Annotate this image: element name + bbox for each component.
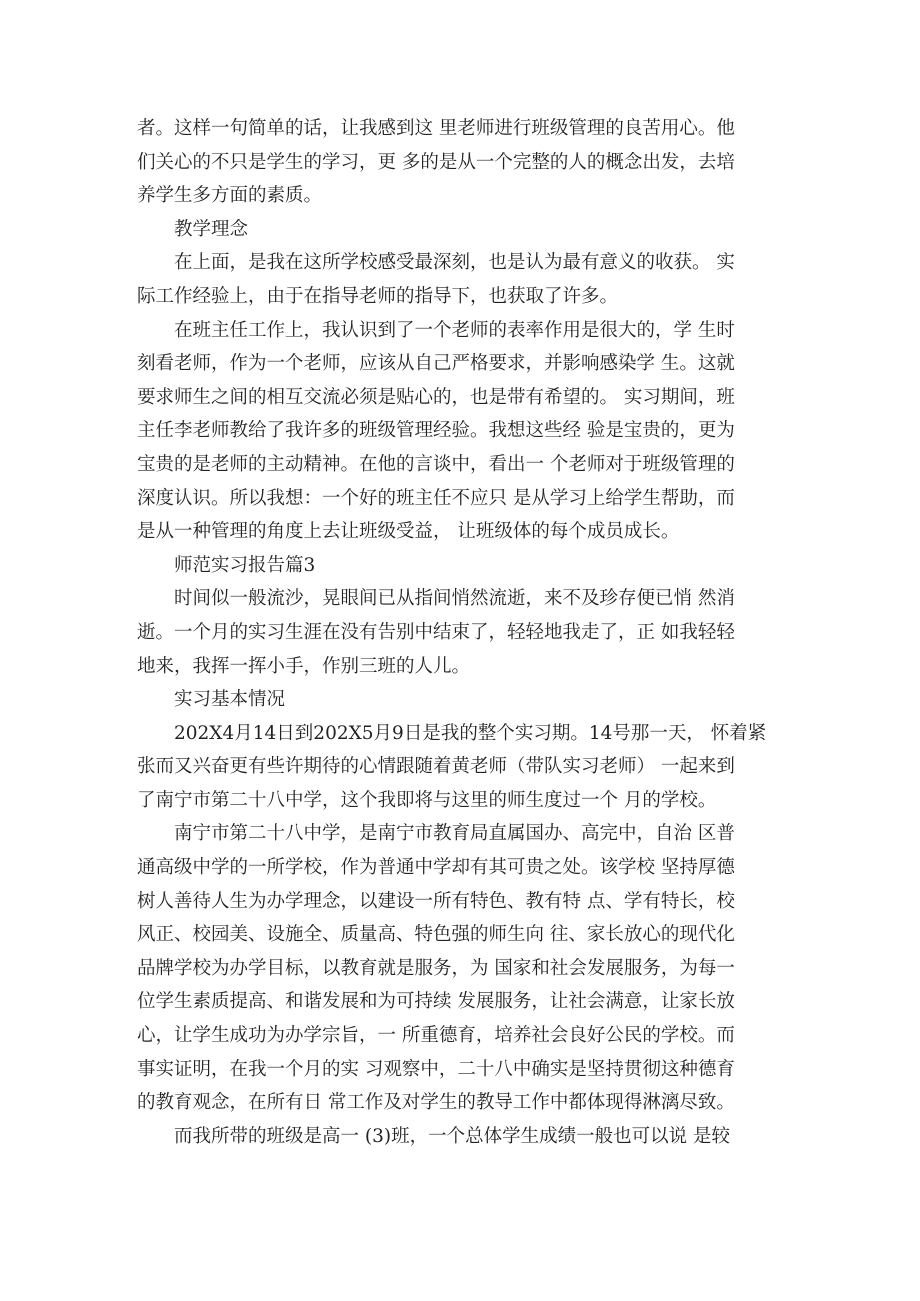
text-line: 位学生素质提高、和谐发展和为可持续 发展服务，让社会满意，让家长放	[137, 991, 735, 1013]
text-line: 202X4月14日到202X5月9日是我的整个实习期。14号那一天， 怀着紧	[174, 722, 767, 744]
text-line: 心，让学生成功为办学宗旨，一 所重德育，培养社会良好公民的学校。而	[137, 1025, 735, 1047]
text-line: 教学理念	[174, 218, 249, 240]
text-line: 树人善待人生为办学理念，以建设一所有特色、教有特 点、学有特长，校	[137, 890, 735, 912]
text-line: 实习基本情况	[174, 689, 286, 711]
text-line: 张而又兴奋更有些许期待的心情跟随着黄老师（带队实习老师） 一起来到	[137, 756, 735, 778]
text-line: 主任李老师教给了我许多的班级管理经验。我想这些经 验是宝贵的，更为	[137, 420, 735, 442]
text-line: 际工作经验上，由于在指导老师的指导下，也获取了许多。	[137, 285, 619, 307]
text-line: 者。这样一句简单的话，让我感到这 里老师进行班级管理的良苦用心。他	[137, 118, 735, 139]
text-line: 宝贵的是老师的主动精神。在他的言谈中，看出一 个老师对于班级管理的	[137, 453, 735, 475]
text-line: 刻看老师，作为一个老师，应该从自己严格要求，并影响感染学 生。这就	[137, 353, 735, 375]
text-line: 深度认识。所以我想：一个好的班主任不应只 是从学习上给学生帮助，而	[137, 487, 735, 509]
text-line: 通高级中学的一所学校，作为普通中学却有其可贵之处。该学校 坚持厚德	[137, 857, 735, 879]
text-line: 时间似一般流沙，晃眼间已从指间悄然流逝，来不及珍存便已悄 然消	[174, 588, 735, 610]
text-line: 地来，我挥一挥小手，作别三班的人儿。	[137, 655, 471, 677]
text-line: 在班主任工作上，我认识到了一个老师的表率作用是很大的，学 生时	[174, 319, 735, 341]
text-line: 是从一种管理的角度上去让班级受益， 让班级体的每个成员成长。	[137, 521, 680, 543]
text-line: 要求师生之间的相互交流必须是贴心的，也是带有希望的。 实习期间，班	[137, 386, 735, 408]
text-line: 在上面，是我在这所学校感受最深刻，也是认为最有意义的收获。 实	[174, 252, 735, 274]
text-line: 品牌学校为办学目标，以教育就是服务，为 国家和社会发展服务，为每一	[137, 957, 735, 979]
text-line: 事实证明，在我一个月的实 习观察中，二十八中确实是坚持贯彻这种德育	[137, 1058, 735, 1080]
text-line: 而我所带的班级是高一 (3)班，一个总体学生成绩一般也可以说 是较	[174, 1125, 730, 1147]
text-line: 的教育观念，在所有日 常工作及对学生的教导工作中都体现得淋漓尽致。	[137, 1092, 735, 1114]
text-line: 养学生多方面的素质。	[137, 185, 323, 207]
text-line: 南宁市第二十八中学，是南宁市教育局直属国办、高完中，自治 区普	[174, 823, 735, 845]
text-line: 了南宁市第二十八中学，这个我即将与这里的师生度过一个 月的学校。	[137, 789, 717, 811]
body-text	[137, 112, 797, 1153]
text-line: 师范实习报告篇3	[174, 554, 316, 576]
text-line: 们关心的不只是学生的学习，更 多的是从一个完整的人的概念出发，去培	[137, 151, 735, 173]
text-line: 逝。一个月的实习生涯在没有告别中结束了，轻轻地我走了，正 如我轻轻	[137, 621, 735, 643]
text-line: 风正、校园美、设施全、质量高、特色强的师生向 往、家长放心的现代化	[137, 924, 735, 946]
